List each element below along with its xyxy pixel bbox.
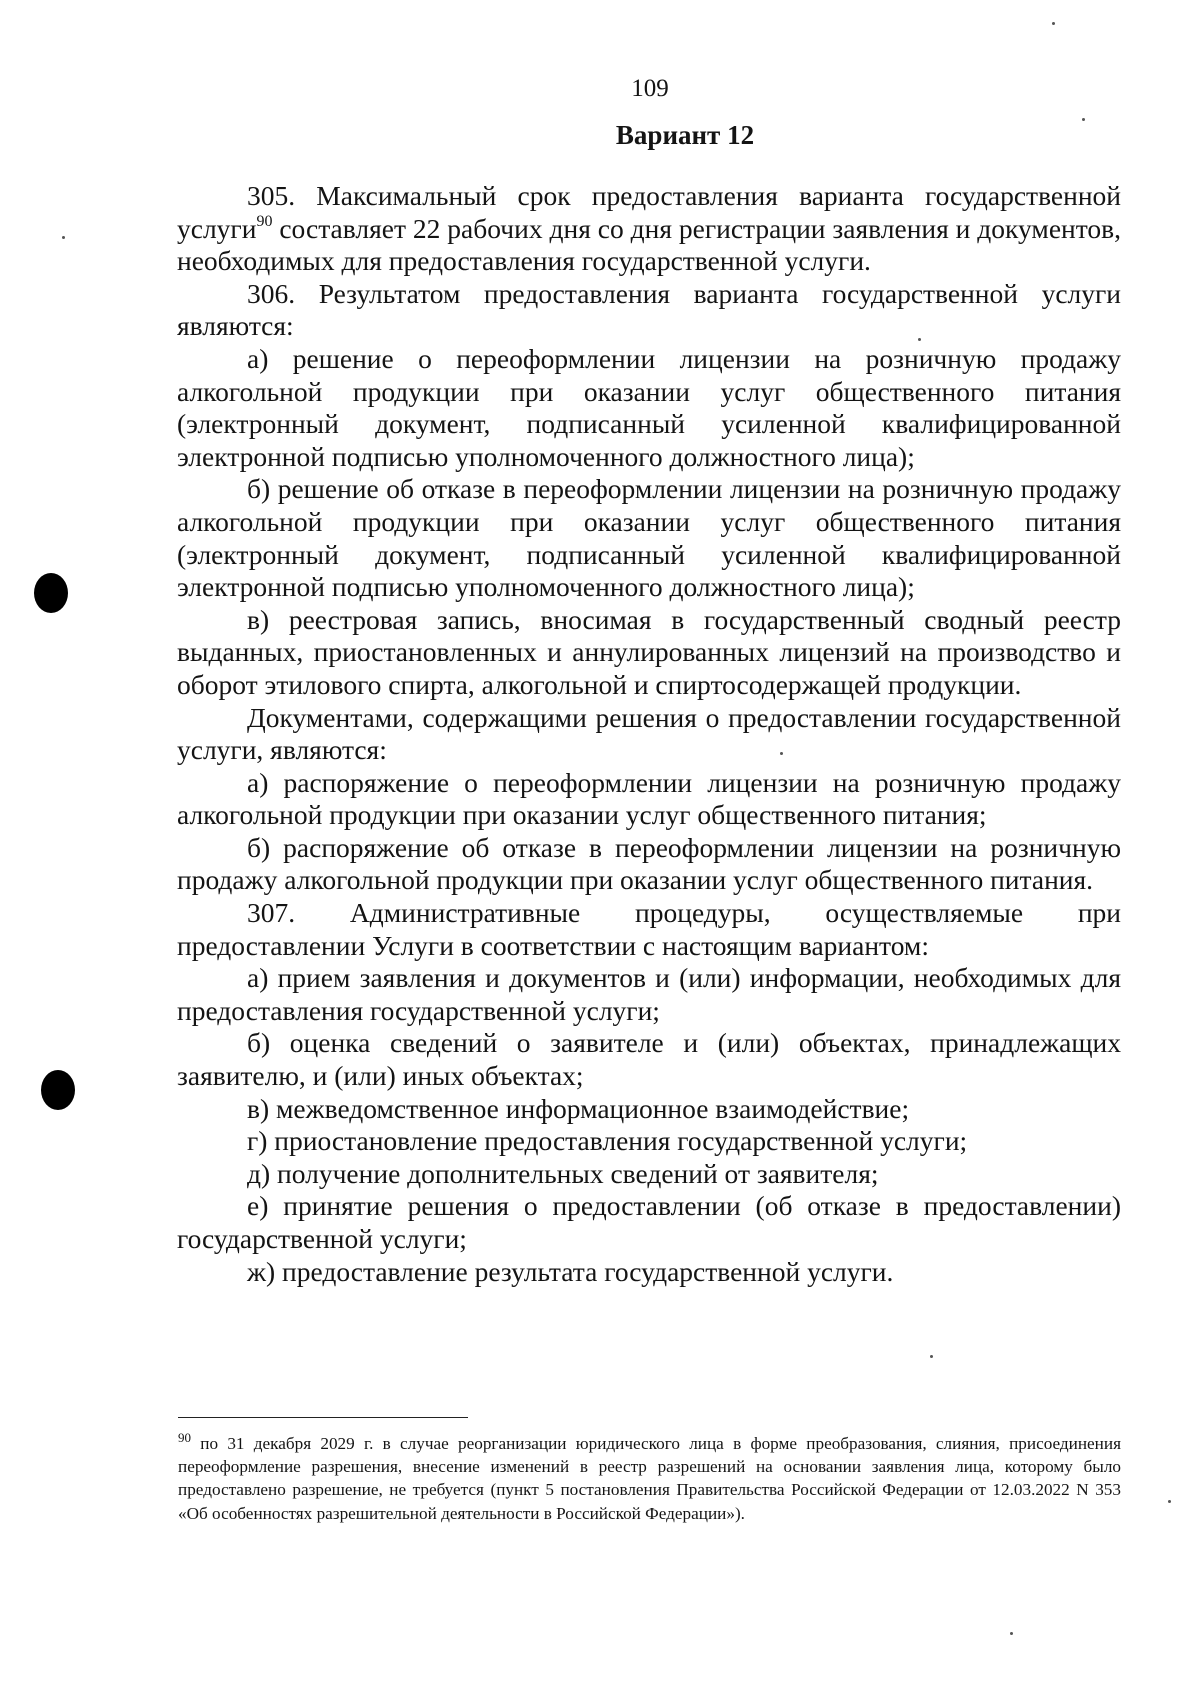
scan-speck xyxy=(62,236,65,239)
footnote xyxy=(178,1432,1121,1525)
document-body xyxy=(177,180,1121,1288)
list-item: б) оценка сведений о заявителе и (или) объектах, принадлежащих заявителю, и (или) иных объектах; xyxy=(177,1027,1121,1092)
list-item: г) приостановление предоставления государственной услуги; xyxy=(247,1125,968,1157)
list-item: а) решение о переоформлении лицензии на розничную продажу алкогольной продукции при оказании услуг общественного питания (электронный документ, подписанный усиленной квалифицированной электронной подписью уполномоченного должностного лица); xyxy=(177,342,1121,472)
scan-speck xyxy=(1052,22,1055,25)
scan-speck xyxy=(1082,118,1085,121)
scan-speck xyxy=(780,752,783,755)
list-item: д) получение дополнительных сведений от заявителя; xyxy=(247,1157,879,1189)
scan-speck xyxy=(930,1355,933,1358)
footnote-divider xyxy=(178,1417,468,1418)
footnote-text: по 31 декабря 2029 г. в случае реорганизации юридического лица в форме преобразования, слияния, присоединения переоформление разрешения, внесение изменений в реестр разрешений на основании заявления лица, которому было предоставлено разрешение, не требуется (пункт 5 постановления Правительства Российской Федерации от 12.03.2022 N 353 «Об особенностях разрешительной деятельности в Российской Федерации»). xyxy=(178,1434,1121,1523)
list-item: в) межведомственное информационное взаимодействие; xyxy=(247,1092,910,1124)
paragraph-305-text: 305. Максимальный срок предоставления варианта государственной услуги xyxy=(177,180,1121,244)
footnote-marker: 90 xyxy=(178,1430,191,1445)
list-item: е) принятие решения о предоставлении (об отказе в предоставлении) государственной услуги; xyxy=(177,1190,1121,1254)
scan-speck xyxy=(1010,1632,1013,1635)
paragraph-305-continuation: составляет 22 рабочих дня со дня регистрации заявления и документов, необходимых для предоставления государственной услуги. xyxy=(177,212,1121,277)
paragraph-documents: Документами, содержащими решения о предоставлении государственной услуги, являются: xyxy=(177,701,1121,766)
punch-hole-upper xyxy=(34,573,68,613)
scan-speck xyxy=(918,338,921,341)
paragraph-305 xyxy=(177,180,1121,278)
paragraph-306: 306. Результатом предоставления варианта государственной услуги являются: xyxy=(177,277,1121,342)
list-item: б) решение об отказе в переоформлении лицензии на розничную продажу алкогольной продукции при оказании услуг общественного питания (электронный документ, подписанный усиленной квалифицированной электронной подписью уполномоченного должностного лица); xyxy=(177,473,1121,603)
scan-speck xyxy=(1168,1500,1171,1503)
list-item: а) прием заявления и документов и (или) информации, необходимых для предоставления государственной услуги; xyxy=(177,962,1121,1026)
list-item: а) распоряжение о переоформлении лицензии на розничную продажу алкогольной продукции при оказании услуг общественного питания; xyxy=(177,766,1121,831)
section-title: Вариант 12 xyxy=(615,120,755,150)
page-number: 109 xyxy=(631,75,669,102)
footnote-reference: 90 xyxy=(256,212,273,230)
list-item: ж) предоставление результата государственной услуги. xyxy=(247,1255,894,1287)
paragraph-307: 307. Административные процедуры, осуществляемые при предоставлении Услуги в соответствии с настоящим вариантом: xyxy=(177,897,1121,961)
list-item: в) реестровая запись, вносимая в государственный сводный реестр выданных, приостановленных и аннулированных лицензий на производство и оборот этилового спирта, алкогольной и спиртосодержащей продукции. xyxy=(177,603,1121,700)
list-item: б) распоряжение об отказе в переоформлении лицензии на розничную продажу алкогольной продукции при оказании услуг общественного питания. xyxy=(177,831,1121,896)
punch-hole-lower xyxy=(41,1070,75,1110)
